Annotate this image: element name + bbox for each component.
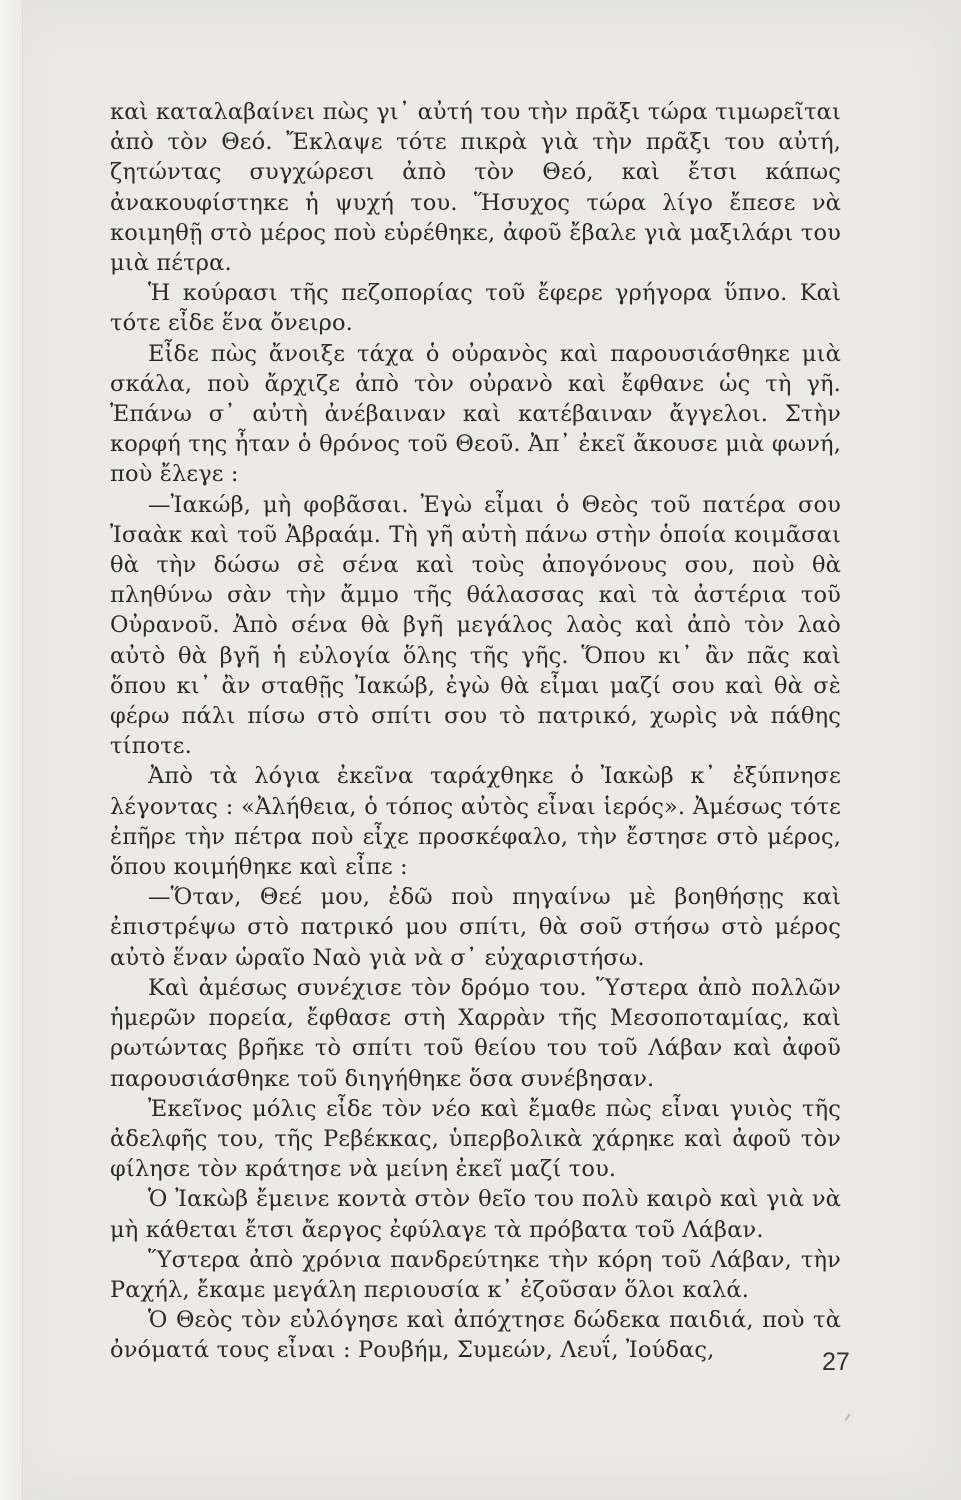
paragraph-1: καὶ καταλαβαίνει πὼς γι᾿ αὐτή του τὴν πρᾶξι τώρα τιμωρεῖται ἀπὸ τὸν Θεό. Ἔκλαψε τότε πικρὰ γιὰ τὴν πρᾶξι του αὐτή, ζητώντας συγχώρεσι ἀπὸ τὸν Θεό, καὶ ἔτσι κάπως ἀνακουφίστηκε ἡ ψυχή του. Ἥσυχος τώρα λίγο ἔπεσε νὰ κοιμηθῇ στὸ μέρος ποὺ εὑρέθηκε, ἀφοῦ ἔβαλε γιὰ μαξιλάρι του μιὰ πέτρα. (110, 99, 841, 277)
paragraph-5: Ἀπὸ τὰ λόγια ἐκεῖνα ταράχθηκε ὁ Ἰακὼβ κ᾿ ἐξύπνησε λέγοντας : «Ἀλήθεια, ὁ τόπος αὐτὸς εἶναι ἱερός». Ἀμέσως τότε ἐπῆρε τὴν πέτρα ποὺ εἶχε προσκέφαλο, τὴν ἔστησε στὸ μέρος, ὅπου κοιμήθηκε καὶ εἶπε : (110, 763, 841, 881)
body-text (110, 97, 841, 1366)
paragraph-7: Καὶ ἀμέσως συνέχισε τὸν δρόμο του. Ὕστερα ἀπὸ πολλῶν ἡμερῶν πορεία, ἔφθασε στὴ Χαρρὰν τῆς Μεσοποταμίας, καὶ ρωτώντας βρῆκε τὸ σπίτι τοῦ θείου του τοῦ Λάβαν καὶ ἀφοῦ παρουσιάσθηκε τοῦ διηγήθηκε ὅσα συνέβησαν. (110, 974, 841, 1092)
paragraph-8: Ἐκεῖνος μόλις εἶδε τὸν νέο καὶ ἔμαθε πὼς εἶναι γυιὸς τῆς ἀδελφῆς του, τῆς Ρεβέκκας, ὑπερβολικὰ χάρηκε καὶ ἀφοῦ τὸν φίλησε τὸν κράτησε νὰ μείνη ἐκεῖ μαζί του. (110, 1095, 841, 1183)
paragraph-6: —Ὅταν, Θεέ μου, ἐδῶ ποὺ πηγαίνω μὲ βοηθήσῃς καὶ ἐπιστρέψω στὸ πατρικό μου σπίτι, θὰ σοῦ στήσω στὸ μέρος αὐτὸ ἕναν ὡραῖο Ναὸ γιὰ νὰ σ᾿ εὐχαριστήσω. (110, 884, 841, 971)
page-number: 27 (822, 1348, 850, 1376)
paragraph-4: —Ἰακώβ, μὴ φοβᾶσαι. Ἐγὼ εἶμαι ὁ Θεὸς τοῦ πατέρα σου Ἰσαὰκ καὶ τοῦ Ἀβραάμ. Τὴ γῆ αὐτὴ πάνω στὴν ὁποία κοιμᾶσαι θὰ τὴν δώσω σὲ σένα καὶ τοὺς ἀπογόνους σου, ποὺ θὰ πληθύνω σὰν τὴν ἄμμο τῆς θάλασσας καὶ τὰ ἀστέρια τοῦ Οὐρανοῦ. Ἀπὸ σένα θὰ βγῆ μεγάλος λαὸς καὶ ἀπὸ τὸν λαὸ αὐτὸ θὰ βγῆ ἡ εὐλογία ὅλης τῆς γῆς. Ὅπου κι᾿ ἂν πᾶς καὶ ὅπου κι᾿ ἂν σταθῇς Ἰακώβ, ἐγὼ θὰ εἶμαι μαζί σου καὶ θὰ σὲ φέρω πάλι πίσω στὸ σπίτι σου τὸ πατρικό, χωρὶς νὰ πάθης τίποτε. (110, 491, 841, 760)
paragraph-3: Εἶδε πὼς ἄνοιξε τάχα ὁ οὐρανὸς καὶ παρουσιάσθηκε μιὰ σκάλα, ποὺ ἄρχιζε ἀπὸ τὸν οὐρανὸ καὶ ἔφθανε ὡς τὴ γῆ. Ἐπάνω σ᾿ αὐτὴ ἀνέβαιναν καὶ κατέβαιναν ἄγγελοι. Στὴν κορφή της ἦταν ὁ θρόνος τοῦ Θεοῦ. Ἀπ᾿ ἐκεῖ ἄκουσε μιὰ φωνή, ποὺ ἔλεγε : (110, 340, 841, 488)
paragraph-11: Ὁ Θεὸς τὸν εὐλόγησε καὶ ἀπόχτησε δώδεκα παιδιά, ποὺ τὰ ὀνόματά τους εἶναι : Ρουβήμ, Συμεών, Λευΐ, Ἰούδας, (110, 1307, 841, 1364)
paper-speck (844, 1413, 855, 1424)
paragraph-2: Ἡ κούρασι τῆς πεζοπορίας τοῦ ἔφερε γρήγορα ὕπνο. Καὶ τότε εἶδε ἕνα ὄνειρο. (110, 280, 841, 337)
paragraph-9: Ὁ Ἰακὼβ ἔμεινε κοντὰ στὸν θεῖο του πολὺ καιρὸ καὶ γιὰ νὰ μὴ κάθεται ἔτσι ἄεργος ἐφύλαγε τὰ πρόβατα τοῦ Λάβαν. (110, 1186, 841, 1243)
page-left-edge (0, 0, 23, 1500)
paragraph-10: Ὕστερα ἀπὸ χρόνια πανδρεύτηκε τὴν κόρη τοῦ Λάβαν, τὴν Ραχήλ, ἔκαμε μεγάλη περιουσία κ᾿ ἐζοῦσαν ὅλοι καλά. (110, 1246, 841, 1303)
